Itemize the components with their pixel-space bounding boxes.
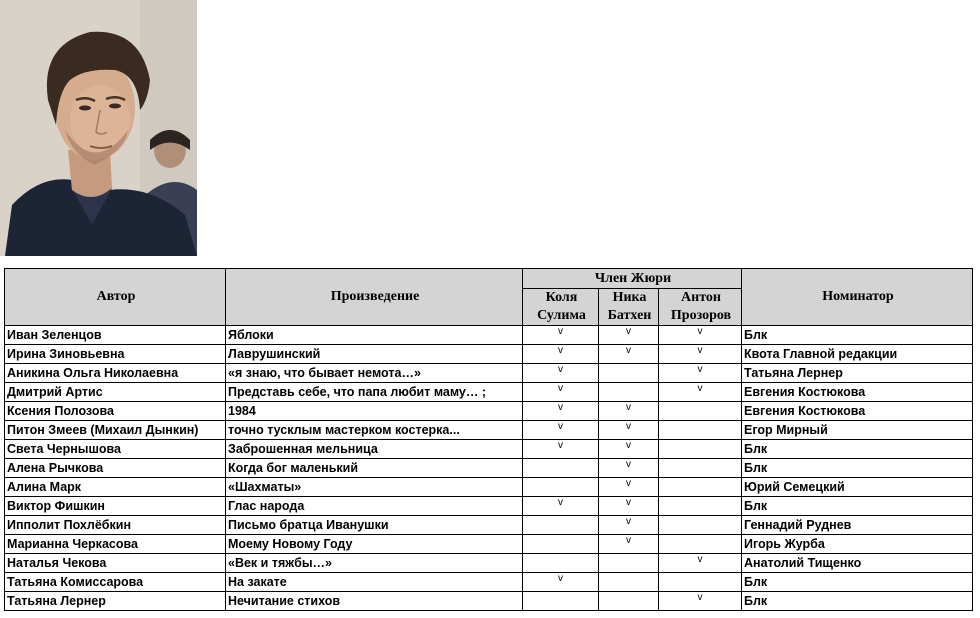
nominator-cell: Евгения Костюкова [742, 383, 973, 402]
table-row [5, 383, 973, 402]
work-cell: На закате [226, 573, 523, 592]
work-cell: Письмо братца Иванушки [226, 516, 523, 535]
header-nominator: Номинатор [742, 269, 973, 326]
juror-3-mark [659, 516, 742, 535]
author-cell: Дмитрий Артис [5, 383, 226, 402]
nominator-cell: Игорь Журба [742, 535, 973, 554]
juror-3-mark: v [659, 364, 742, 383]
table-row [5, 421, 973, 440]
juror-2-mark [599, 364, 659, 383]
author-cell: Ирина Зиновьевна [5, 345, 226, 364]
juror-2-mark: v [599, 497, 659, 516]
juror-3-mark [659, 478, 742, 497]
juror-2-mark [599, 554, 659, 573]
juror-1-mark [523, 459, 599, 478]
header-juror-1: Коля Сулима [523, 289, 599, 326]
work-cell: «я знаю, что бывает немота…» [226, 364, 523, 383]
author-cell: Виктор Фишкин [5, 497, 226, 516]
juror-1-mark: v [523, 326, 599, 345]
juror-2-mark: v [599, 516, 659, 535]
work-cell: Когда бог маленький [226, 459, 523, 478]
table-row [5, 345, 973, 364]
header-juror-2: Ника Батхен [599, 289, 659, 326]
juror-3-mark: v [659, 383, 742, 402]
author-cell: Татьяна Комиссарова [5, 573, 226, 592]
nominator-cell: Блк [742, 497, 973, 516]
juror-2-mark: v [599, 440, 659, 459]
table-row [5, 459, 973, 478]
table-row [5, 497, 973, 516]
juror-1-mark: v [523, 573, 599, 592]
portrait-photo [0, 0, 197, 256]
work-cell: 1984 [226, 402, 523, 421]
work-cell: «Шахматы» [226, 478, 523, 497]
table-row [5, 516, 973, 535]
juror-1-mark: v [523, 497, 599, 516]
juror-2-mark: v [599, 478, 659, 497]
author-cell: Ипполит Похлёбкин [5, 516, 226, 535]
nominator-cell: Блк [742, 326, 973, 345]
juror-2-mark [599, 383, 659, 402]
work-cell: Нечитание стихов [226, 592, 523, 611]
juror-1-mark: v [523, 345, 599, 364]
juror-1-mark: v [523, 364, 599, 383]
juror-3-mark [659, 459, 742, 478]
work-cell: точно тусклым мастерком костерка... [226, 421, 523, 440]
work-cell: Лаврушинский [226, 345, 523, 364]
author-cell: Наталья Чекова [5, 554, 226, 573]
work-cell: Моему Новому Году [226, 535, 523, 554]
nominator-cell: Татьяна Лернер [742, 364, 973, 383]
juror-1-mark: v [523, 440, 599, 459]
author-cell: Алина Марк [5, 478, 226, 497]
nominator-cell: Анатолий Тищенко [742, 554, 973, 573]
juror-3-mark: v [659, 592, 742, 611]
juror-2-mark [599, 573, 659, 592]
juror-2-mark: v [599, 535, 659, 554]
work-cell: Глас народа [226, 497, 523, 516]
author-cell: Ксения Полозова [5, 402, 226, 421]
header-work: Произведение [226, 269, 523, 326]
author-cell: Света Чернышова [5, 440, 226, 459]
author-cell: Иван Зеленцов [5, 326, 226, 345]
table-row [5, 554, 973, 573]
juror-3-mark [659, 440, 742, 459]
nominator-cell: Квота Главной редакции [742, 345, 973, 364]
nominator-cell: Блк [742, 440, 973, 459]
table-row [5, 326, 973, 345]
table-row [5, 592, 973, 611]
juror-3-mark [659, 497, 742, 516]
juror-1-mark [523, 554, 599, 573]
juror-1-mark: v [523, 421, 599, 440]
juror-3-mark: v [659, 554, 742, 573]
work-cell: Представь себе, что папа любит маму… ; [226, 383, 523, 402]
juror-1-mark [523, 478, 599, 497]
author-cell: Татьяна Лернер [5, 592, 226, 611]
nominator-cell: Блк [742, 592, 973, 611]
table-row [5, 364, 973, 383]
nominator-cell: Евгения Костюкова [742, 402, 973, 421]
table-row [5, 478, 973, 497]
juror-1-mark [523, 535, 599, 554]
juror-2-mark: v [599, 345, 659, 364]
header-author: Автор [5, 269, 226, 326]
author-cell: Алена Рычкова [5, 459, 226, 478]
header-jury-group: Член Жюри [523, 269, 742, 289]
table-row [5, 402, 973, 421]
juror-3-mark [659, 573, 742, 592]
juror-1-mark [523, 592, 599, 611]
juror-3-mark [659, 402, 742, 421]
juror-2-mark: v [599, 326, 659, 345]
work-cell: «Век и тяжбы…» [226, 554, 523, 573]
juror-3-mark [659, 535, 742, 554]
nominator-cell: Блк [742, 459, 973, 478]
juror-1-mark [523, 516, 599, 535]
nominator-cell: Юрий Семецкий [742, 478, 973, 497]
juror-2-mark [599, 592, 659, 611]
table-row [5, 573, 973, 592]
author-cell: Аникина Ольга Николаевна [5, 364, 226, 383]
jury-table [4, 268, 973, 611]
nominator-cell: Блк [742, 573, 973, 592]
author-cell: Марианна Черкасова [5, 535, 226, 554]
nominator-cell: Геннадий Руднев [742, 516, 973, 535]
juror-1-mark: v [523, 402, 599, 421]
juror-3-mark: v [659, 345, 742, 364]
juror-1-mark: v [523, 383, 599, 402]
juror-3-mark [659, 421, 742, 440]
header-juror-3: Антон Прозоров [659, 289, 742, 326]
juror-2-mark: v [599, 459, 659, 478]
juror-2-mark: v [599, 421, 659, 440]
juror-2-mark: v [599, 402, 659, 421]
work-cell: Яблоки [226, 326, 523, 345]
nominator-cell: Егор Мирный [742, 421, 973, 440]
table-row [5, 440, 973, 459]
author-cell: Питон Змеев (Михаил Дынкин) [5, 421, 226, 440]
table-row [5, 535, 973, 554]
work-cell: Заброшенная мельница [226, 440, 523, 459]
juror-3-mark: v [659, 326, 742, 345]
